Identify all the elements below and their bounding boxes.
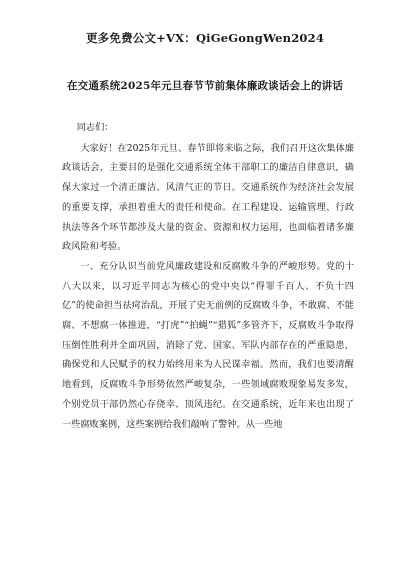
document-title: 在交通系统2025年元旦春节节前集体廉政谈话会上的讲话 [66, 80, 344, 92]
document-body [62, 118, 354, 434]
greeting: 同志们： [76, 122, 114, 133]
document-header: 更多免费公文+VX：QiGeGongWen2024 [85, 31, 325, 45]
paragraph-section-one: 一、充分认识当前党风廉政建设和反腐败斗争的严峻形势。党的十八大以来，以习近平同志为核心的党中央以“得罪千百人、不负十四亿”的使命担当祛疴治乱，开展了史无前例的反腐败斗争，不敢腐、不能腐、不想腐一体推进，“打虎”“拍蝇”“猎狐”多管齐下，反腐败斗争取得压倒性胜利并全面巩固，消除了党、国家、军队内部存在的严重隐患，确保党和人民赋予的权力始终用来为人民谋幸福。然而，我们也要清醒地看到，反腐败斗争形势依然严峻复杂，一些领域腐败现象易发多发，个别党员干部仍然心存侥幸、顶风违纪。在交通系统，近年来也出现了一些腐败案例，这些案例给我们敲响了警钟。从一些地 [62, 260, 354, 430]
paragraph-intro: 大家好！在2025年元旦、春节即将来临之际，我们召开这次集体廉政谈话会，主要目的是强化交通系统全体干部职工的廉洁自律意识，确保大家过一个清正廉洁、风清气正的节日。交通系统作为经济社会发展的重要支撑，承担着重大的责任和使命。在工程建设、运输管理、行政执法等各个环节都涉及大量的资金、资源和权力运用，也面临着诸多廉政风险和考验。 [62, 142, 354, 253]
